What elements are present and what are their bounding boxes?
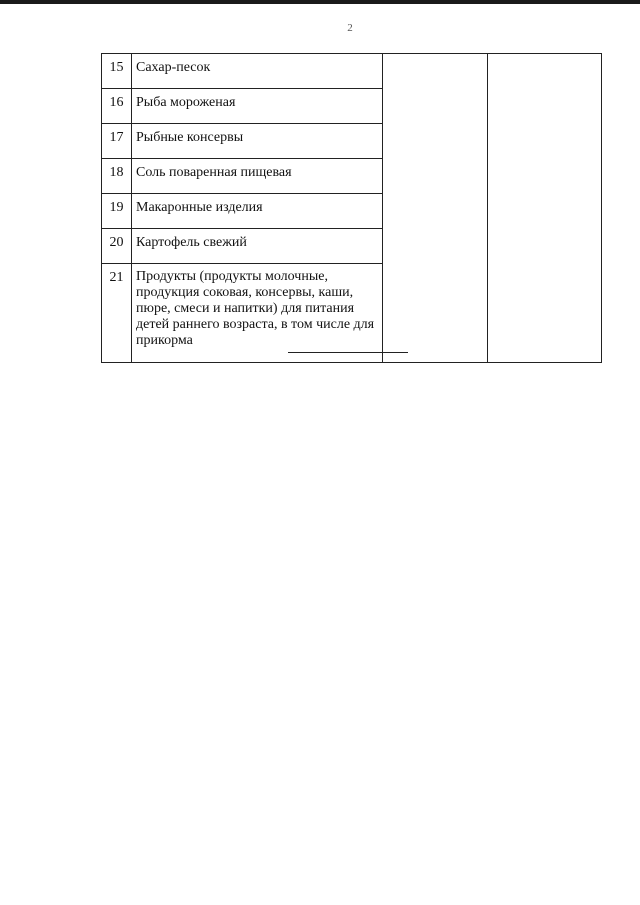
row-number: 16 xyxy=(102,89,132,124)
product-name: Рыбные консервы xyxy=(132,124,383,159)
blank-column-a xyxy=(383,54,488,363)
table-row xyxy=(102,54,602,89)
row-number: 15 xyxy=(102,54,132,89)
product-name: Продукты (продукты молочные, продукция соковая, консервы, каши, пюре, смеси и напитки) для питания детей раннего возраста, в том числе для прикорма xyxy=(132,264,383,363)
product-name: Макаронные изделия xyxy=(132,194,383,229)
product-name: Рыба мороженая xyxy=(132,89,383,124)
blank-column-b xyxy=(488,54,602,363)
row-number: 18 xyxy=(102,159,132,194)
products-table xyxy=(101,53,602,363)
row-number: 17 xyxy=(102,124,132,159)
product-name: Картофель свежий xyxy=(132,229,383,264)
top-border-rule xyxy=(0,0,640,4)
page-number: 2 xyxy=(347,22,353,34)
product-name: Соль поваренная пищевая xyxy=(132,159,383,194)
row-number: 19 xyxy=(102,194,132,229)
row-number: 20 xyxy=(102,229,132,264)
product-name: Сахар-песок xyxy=(132,54,383,89)
row-number: 21 xyxy=(102,264,132,363)
end-of-document-rule xyxy=(288,352,408,353)
